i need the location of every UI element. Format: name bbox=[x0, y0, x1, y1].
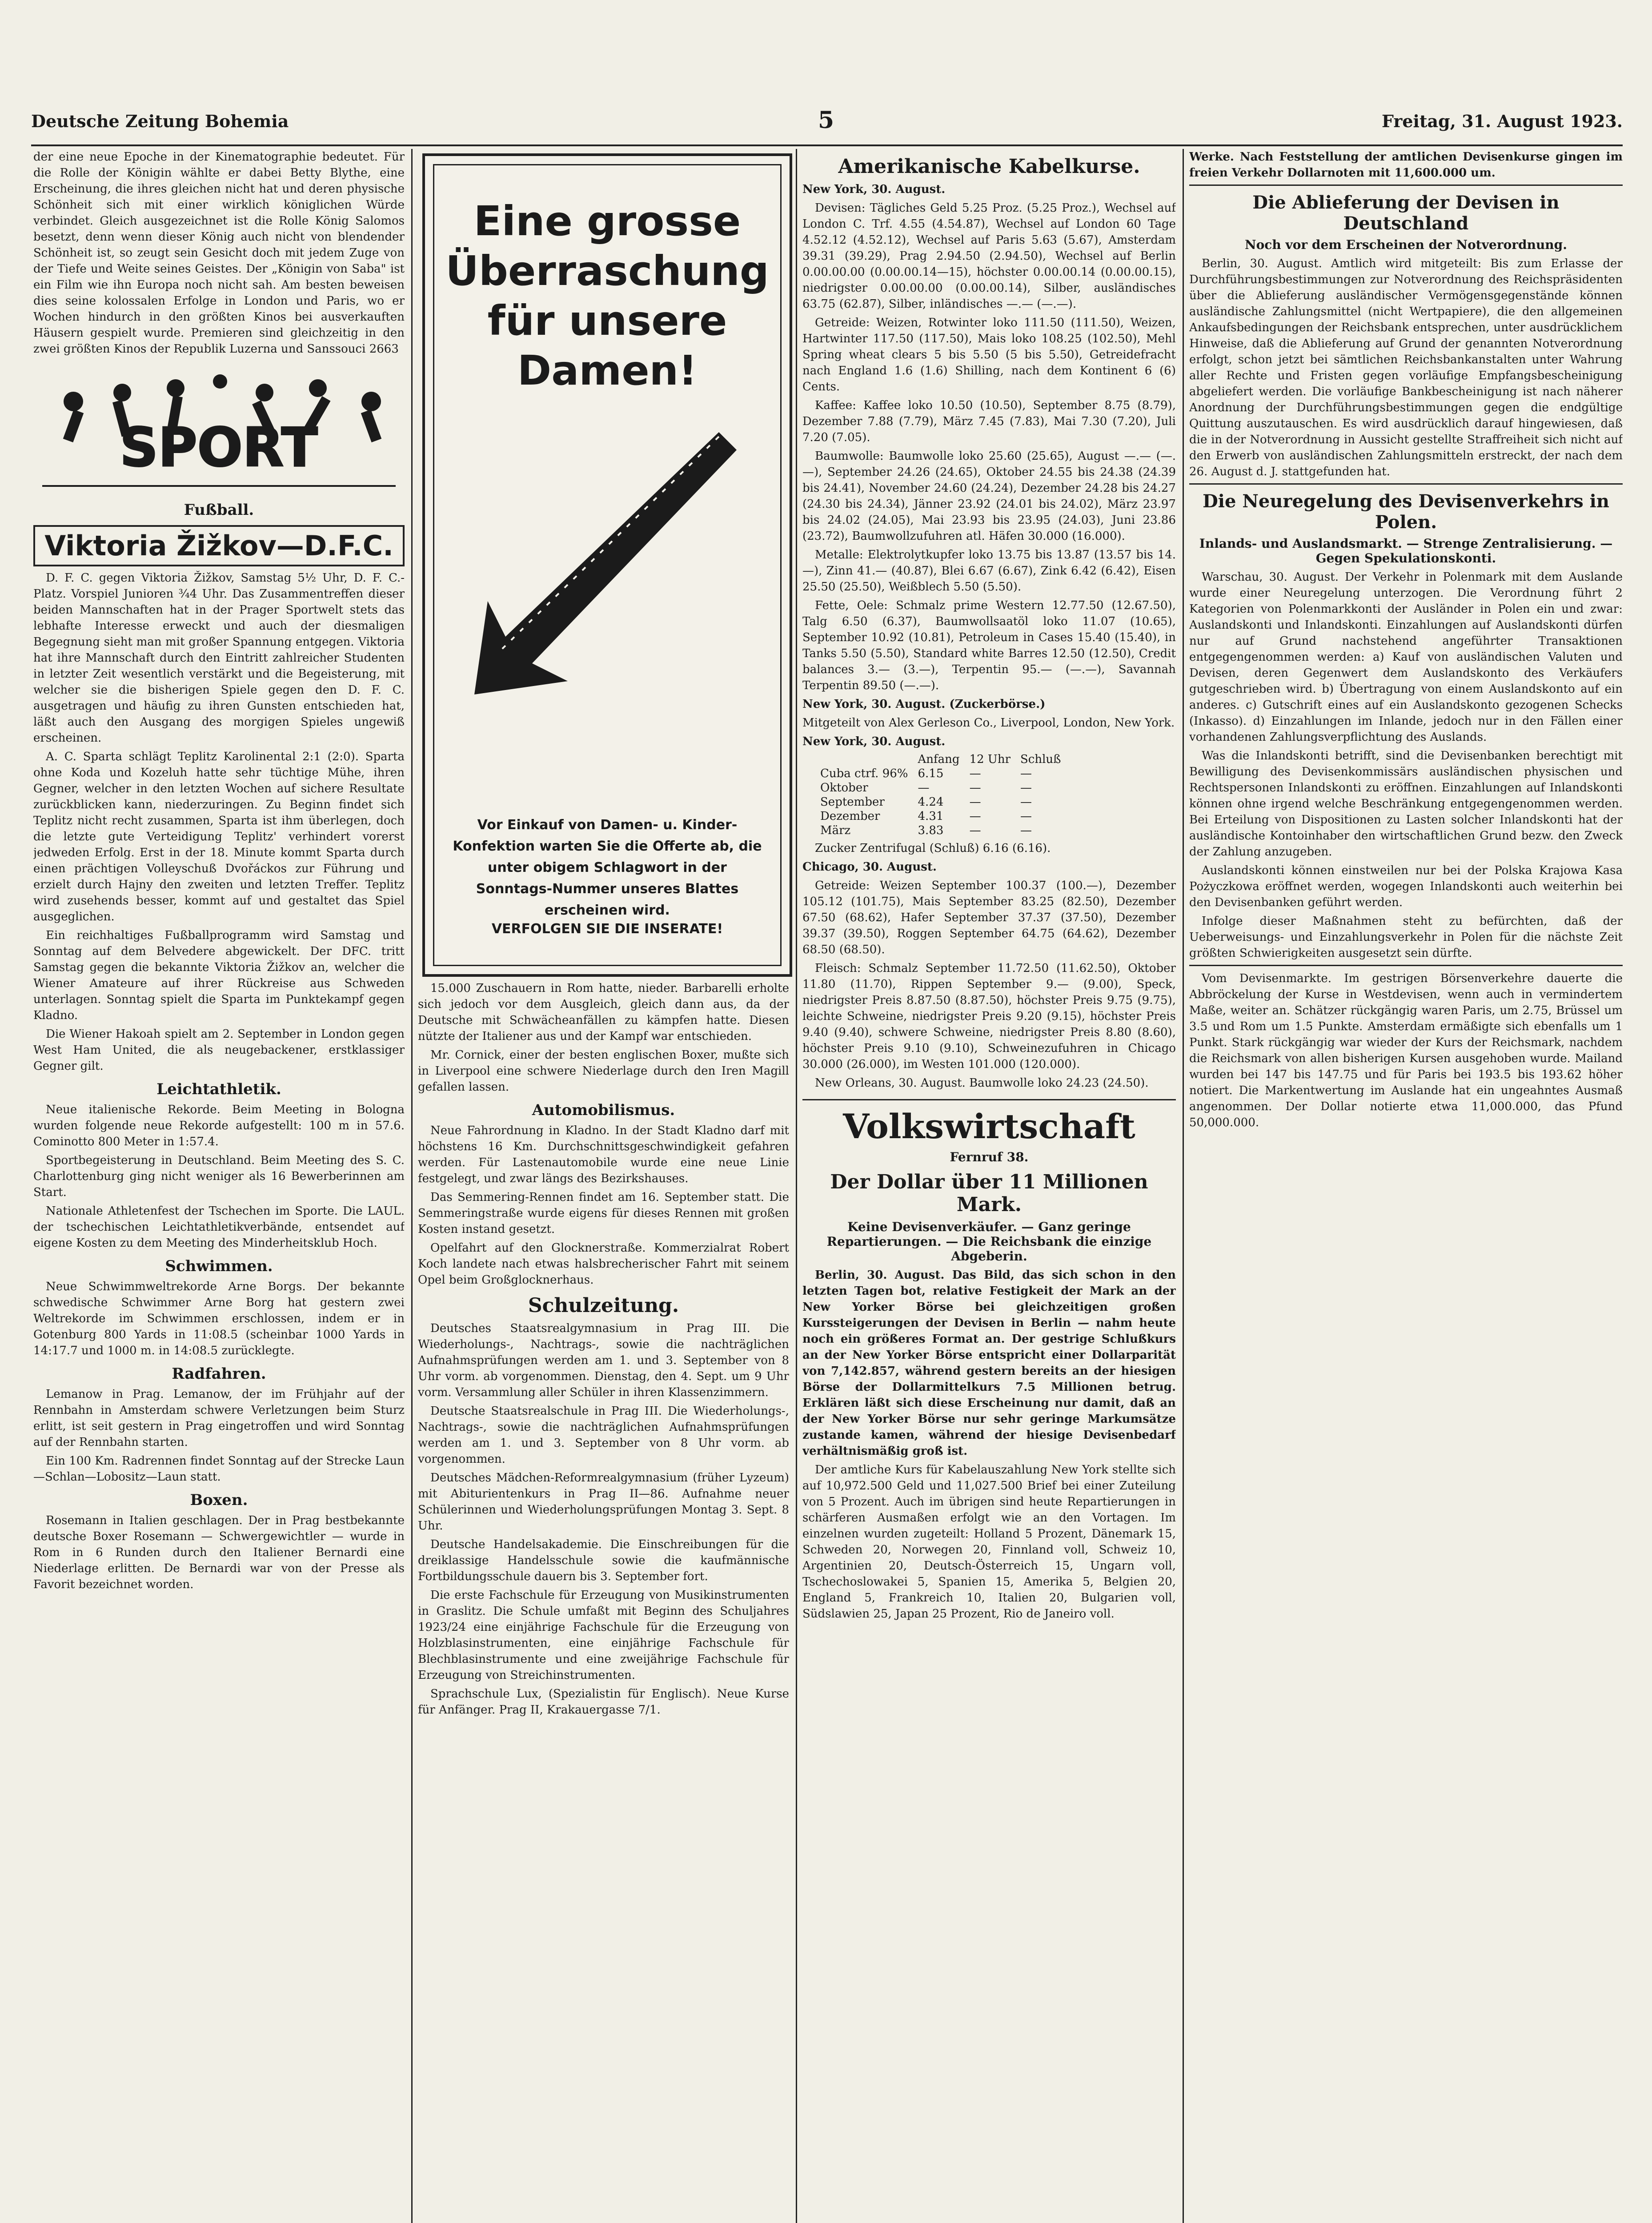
article-subheadline: Keine Devisenverkäufer. — Ganz geringe Repartierungen. — Die Reichsbank die einzige Abgeberin. bbox=[826, 1220, 1152, 1264]
table-cell: — bbox=[969, 781, 981, 795]
article-paragraph: Berlin, 30. August. Das Bild, das sich schon in den letzten Tagen bot, relative Festigkeit der Mark an der New Yorker Börse bei gleichzeitigen großen Kurssteigerungen der Devisen in Berlin — nahm heute noch ein größeres Format an. Der gestrige Schlußkurs an der New Yorker Börse entspricht einer Dollarparität von 7,142.857, während gestern bereits an der hiesigen Börse der Dollarmittelkurs 7.5 Millionen betrug. Erklären läßt sich diese Erscheinung nur damit, daß an der New Yorker Börse nur sehr geringe Markumsätze zustande kamen, während der hiesige Devisenbedarf verhältnismäßig groß ist. bbox=[802, 1268, 1176, 1458]
table-header-cell: Schluß bbox=[1020, 753, 1061, 766]
table-cell: September bbox=[820, 795, 885, 809]
dateline: New York, 30. August. (Zuckerbörse.) bbox=[802, 698, 1046, 711]
source-line: Mitgeteilt von Alex Gerleson Co., Liverpool, London, New York. bbox=[802, 716, 1175, 730]
article-paragraph: Opelfahrt auf den Glocknerstraße. Kommerzialrat Robert Koch landete nach etwas halsbrecherischer Fahrt mit seinem Opel beim Großglocknerhaus. bbox=[418, 1241, 789, 1287]
article-subheadline: Inlands- und Auslandsmarkt. — Strenge Zentralisierung. — Gegen Spekulationskonti. bbox=[1199, 536, 1613, 566]
header-rule bbox=[31, 144, 1623, 146]
dateline: Chicago, 30. August. bbox=[802, 860, 937, 874]
market-paragraph: Fette, Oele: Schmalz prime Western 12.77.50 (12.67.50), Talg 6.50 (6.37), Baumwollsaatöl loko 11.07 (10.65), September 10.92 (10.81), Petroleum in Cases 15.40 (15.40), in Tanks 5.50 (5.50), Standard white Barres 12.50 (12.50), Credit balances 3.— (3.—), Terpentin 95.— (—.—), Savannah Terpentin 89.50 (—.—). bbox=[802, 599, 1176, 692]
article-paragraph: D. F. C. gegen Viktoria Žižkov, Samstag 5½ Uhr, D. F. C.-Platz. Vorspiel Junioren ¾4 Uhr. Das Zusammentreffen dieser beiden Mannschaften hat in der Prager Sportwelt stets das lebhafte Interesse erweckt und auch der diesmaligen Begegnung sieht man mit großer Spannung entgegen. Viktoria hat ihre Mannschaft durch den Eintritt zahlreicher Studenten in letzter Zeit wesentlich verstärkt und die Begeisterung, mit welcher sie die bisherigen Spiele gegen den D. F. C. ausgetragen und häufig zu ihren Gunsten entschieden hat, läßt auch den Ausgang des morgigen Spieles ungewiß erscheinen. bbox=[33, 571, 405, 745]
article-paragraph: Berlin, 30. August. Amtlich wird mitgeteilt: Bis zum Erlasse der Durchführungsbestimmungen zur Notverordnung des Reichspräsidenten über die Ablieferung ausländischer Vermögensgegenstände können ausländische Zahlungsmittel (nicht Wertpapiere), die den allgemeinen Ankaufsbedingungen der Reichsbank entsprechen, unter ausdrücklichem Hinweise, daß die Ablieferung auf Grund der genannten Notverordnung erfolgt, schon jetzt bei sämtlichen Reichsbankanstalten unter Wahrung aller Rechte und Fristen gegen vorläufige Empfangsbescheinigung abgeliefert werden. Die vorläufige Bankbescheinigung ist nach näherer Anordnung der Durchführungsbestimmungen gegen die endgültige Quittung auszutauschen. Es wird ausdrücklich darauf hingewiesen, daß die in der Notverordnung in Aussicht gestellte Straffreiheit sich nicht auf den Erwerb von ausländischen Zahlungsmitteln erstreckt, der nach dem 26. August d. J. stattgefunden hat. bbox=[1189, 257, 1623, 478]
ad-headline bbox=[434, 197, 780, 396]
sugar-table bbox=[820, 752, 1071, 838]
article-paragraph: Sprachschule Lux, (Spezialistin für Englisch). Neue Kurse für Anfänger. Prag II, Krakauergasse 7/1. bbox=[418, 1687, 789, 1717]
article-paragraph: Was die Inlandskonti betrifft, sind die Devisenbanken berechtigt mit Bewilligung des Devisenkommissärs ausländischen physischen und Rechtspersonen Inlandskonti zu eröffnen. Einzahlungen auf Inlandskonti können ohne irgend welche Beschränkung entgegengenommen werden. Bei Erteilung von Dispositionen zu Lasten solcher Inlandskonti hat der ausländische Kontoinhaber den wirtschaftlichen Grund bezw. den Zweck der Zahlung anzugeben. bbox=[1189, 749, 1623, 859]
ad-footer: VERFOLGEN SIE DIE INSERATE! bbox=[491, 921, 723, 937]
section-rule bbox=[1189, 185, 1623, 186]
table-cell: 3.83 bbox=[918, 824, 944, 837]
table-cell: — bbox=[969, 824, 981, 837]
article-subheadline: Noch vor dem Erscheinen der Notverordnung. bbox=[1245, 237, 1567, 252]
market-paragraph: Zucker Zentrifugal (Schluß) 6.16 (6.16). bbox=[815, 842, 1051, 855]
table-cell: — bbox=[918, 781, 930, 795]
arrow-icon bbox=[470, 432, 754, 699]
dateline: New York, 30. August. bbox=[802, 735, 946, 748]
column-1 bbox=[33, 149, 405, 2223]
table-header-row bbox=[820, 752, 1071, 766]
article-paragraph: Werke. Nach Feststellung der amtlichen Devisenkurse gingen im freien Verkehr Dollarnoten mit 11,600.000 um. bbox=[1189, 150, 1623, 180]
market-paragraph: Fleisch: Schmalz September 11.72.50 (11.62.50), Oktober 11.80 (11.70), Rippen September 9.— (9.00), Speck, niedrigster Preis 8.87.50 (8.87.50), höchster Preis 9.75 (9.75), leichte Schweine, niedrigster Preis 9.20 (9.15), höchster Preis 9.40 (9.40), schwere Schweine, niedrigster Preis 8.80 (8.60), höchster Preis 9.10 (9.10), Schweinezufuhren in Chicago 30.000 (26.000), im Westen 101.000 (120.000). bbox=[802, 962, 1176, 1071]
dateline: New York, 30. August. bbox=[802, 183, 946, 196]
section-heading-boxing: Boxen. bbox=[190, 1491, 248, 1509]
article-paragraph: Deutsches Mädchen-Reformrealgymnasium (früher Lyzeum) mit Abiturientenkurs in Prag II—86. Aufnahme neuer Schülerinnen und Wiederholungsprüfungen Montag 3. Sept. 8 Uhr. bbox=[418, 1471, 789, 1533]
sport-title: SPORT bbox=[120, 417, 318, 479]
article-paragraph: Lemanow in Prag. Lemanow, der im Frühjahr auf der Rennbahn in Amsterdam schwere Verletzungen beim Sturz erlitt, ist seit gestern in Prag eingetroffen und wird Sonntag auf der Rennbahn starten. bbox=[33, 1388, 405, 1449]
column-divider bbox=[1183, 149, 1184, 2223]
table-cell: — bbox=[1020, 810, 1032, 823]
table-cell: Dezember bbox=[820, 810, 880, 823]
film-article: der eine neue Epoche in der Kinematographie bedeutet. Für die Rolle der Königin wählte er dabei Betty Blythe, eine Erscheinung, die ihres gleichen nicht hat und deren physische Schönheit sich mit einer wirklich königlichen Würde verbindet. Gleich ausgezeichnet ist die Rolle König Salomos besetzt, denn wenn dieser König auch nicht von blendender Schönheit ist, so zeugt sein Gesicht doch mit jedem Zuge von der Tiefe und Weite seines Geistes. Der „Königin von Saba" ist ein Film wie ihn Europa noch nicht sah. Am besten beweisen dies seine kolossalen Erfolge in London und Paris, wo er Wochen hindurch in den größten Kinos bei ausverkauften Häusern gespielt wurde. Premieren sind gleichzeitig in den zwei größten Kinos der Republik Luzerna und Sanssouci 2663 bbox=[33, 150, 405, 356]
sport-banner-illustration bbox=[33, 361, 405, 495]
article-paragraph: Neue italienische Rekorde. Beim Meeting in Bologna wurden folgende neue Rekorde aufgestellt: 100 m in 57.6. Cominotto 800 Meter in 1:57.4. bbox=[33, 1103, 405, 1148]
article-paragraph: Vom Devisenmarkte. Im gestrigen Börsenverkehre dauerte die Abbröckelung der Kurse in Westdevisen, wenn auch in vermindertem Maße, weiter an. Schätzer rückgängig waren Paris, um 2.75, Brüssel um 3.5 und Rom um 1.5 Punkte. Amsterdam ermäßigte sich ebenfalls um 1 Punkt. Stark rückgängig war wieder der Kurs der Reichsmark, nachdem die Reichsmark von allen bisherigen Kursen ausgehoben wurde. Mailand wurden bei 147 bis 147.75 und für Paris bei 193.5 bis 193.62 höher notiert. Die Markentwertung im Auslande hat ein ungeahntes Ausmaß angenommen. Der Dollar notierte etwa 11,000.000, das Pfund 50,000.000. bbox=[1189, 972, 1623, 1129]
column-divider bbox=[796, 149, 797, 2223]
section-heading-school: Schulzeitung. bbox=[528, 1294, 679, 1317]
table-cell: 4.31 bbox=[918, 810, 944, 823]
market-paragraph: New Orleans, 30. August. Baumwolle loko 24.23 (24.50). bbox=[815, 1076, 1149, 1090]
article-paragraph: 15.000 Zuschauern in Rom hatte, nieder. Barbarelli erholte sich jedoch vor dem Ausgleich, gleich dann aus, da der Deutsche mit Schwächeanfällen zu kämpfen hatte. Diesen nützte der Italiener aus und der Kampf war entschieden. bbox=[418, 982, 789, 1043]
article-headline: Der Dollar über 11 Millionen Mark. bbox=[830, 1171, 1148, 1216]
table-row bbox=[820, 823, 1071, 838]
article-paragraph: Das Semmering-Rennen findet am 16. September statt. Die Semmeringstraße wurde eigens für dieses Rennen mit großen Kosten instand gesetzt. bbox=[418, 1191, 789, 1236]
market-paragraph: Kaffee: Kaffee loko 10.50 (10.50), September 8.75 (8.79), Dezember 7.88 (7.79), März 7.45 (7.83), Mai 7.30 (7.20), Juli 7.20 (7.05). bbox=[802, 399, 1176, 444]
table-row bbox=[820, 781, 1071, 795]
column-2 bbox=[418, 980, 789, 2223]
newspaper-name: Deutsche Zeitung Bohemia bbox=[31, 111, 289, 131]
table-cell: — bbox=[1020, 795, 1032, 809]
table-cell: März bbox=[820, 824, 851, 837]
article-paragraph: Die Wiener Hakoah spielt am 2. September in London gegen West Ham United, die als neugebackener, erstklassiger Gegner gilt. bbox=[33, 1027, 405, 1073]
market-paragraph: Devisen: Tägliches Geld 5.25 Proz. (5.25 Proz.), Wechsel auf London C. Trf. 4.55 (4.54.87), Wechsel auf London 60 Tage 4.52.12 (4.52.12), Wechsel auf Paris 5.63 (5.67), Amsterdam 39.31 (39.29), Prag 2.94.50 (2.94.50), Wechsel auf Berlin 0.00.00.00 (0.00.00.14—15), höchster 0.00.00.14 (0.00.00.15), niedrigster 0.00.00.00 (0.00.00.14), Silber, ausländisches 63.75 (62.87), Silber, inländisches —.— (—.—). bbox=[802, 201, 1176, 311]
page-header bbox=[31, 107, 1623, 147]
article-paragraph: Mr. Cornick, einer der besten englischen Boxer, mußte sich in Liverpool eine schwere Niederlage durch den Iren Magill gefallen lassen. bbox=[418, 1048, 789, 1094]
market-paragraph: Metalle: Elektrolytkupfer loko 13.75 bis 13.87 (13.57 bis 14.—), Zinn 41.— (40.87), Blei 6.67 (6.67), Zink 6.42 (6.42), Eisen 25.50 (25.50), Weißblech 5.50 (5.50). bbox=[802, 548, 1176, 594]
section-rule bbox=[802, 1099, 1176, 1100]
table-header-cell: Anfang bbox=[918, 753, 960, 766]
advertisement-frame bbox=[433, 164, 782, 966]
ad-headline-line: Damen! bbox=[517, 347, 698, 394]
article-paragraph: Sportbegeisterung in Deutschland. Beim Meeting des S. C. Charlottenburg ging nicht weniger als 16 Bewerberinnen am Start. bbox=[33, 1154, 405, 1199]
table-header-cell: 12 Uhr bbox=[969, 753, 1010, 766]
column-4 bbox=[1189, 149, 1623, 2223]
issue-date: Freitag, 31. August 1923. bbox=[1382, 111, 1623, 131]
table-cell: 4.24 bbox=[918, 795, 944, 809]
page-number: 5 bbox=[818, 107, 834, 134]
table-cell: — bbox=[969, 810, 981, 823]
table-cell: — bbox=[1020, 781, 1032, 795]
column-divider bbox=[411, 149, 413, 2223]
section-heading-athletics: Leichtathletik. bbox=[156, 1080, 281, 1098]
article-paragraph: Neue Schwimmweltrekorde Arne Borgs. Der bekannte schwedische Schwimmer Arne Borg hat gestern zwei Weltrekorde im Schwimmen erschlossen, indem er in Gotenburg 800 Yards in 11:08.5 (scheinbar 1000 Yards in 14:17.7 und 1000 m. in 14:08.5 zurücklegte. bbox=[33, 1280, 405, 1357]
advertisement bbox=[422, 153, 792, 977]
table-cell: — bbox=[969, 795, 981, 809]
article-paragraph: Infolge dieser Maßnahmen steht zu befürchten, daß der Ueberweisungs- und Einzahlungsverkehr in Polen für die nächste Zeit größten Schwierigkeiten ausgesetzt sein dürfte. bbox=[1189, 915, 1623, 960]
phone-line: Fernruf 38. bbox=[950, 1150, 1029, 1164]
article-paragraph: Warschau, 30. August. Der Verkehr in Polenmark mit dem Auslande wurde einer Neuregelung unterzogen. Die Verordnung führt 2 Kategorien von Polenmarkkonti der Ausländer in Polen ein und zwar: Auslandskonti und Inlandskonti. Einzahlungen auf Auslandskonti dürfen nur auf Grund nachstehend angeführter Transaktionen entgegengenommen werden: a) Kauf von ausländischen Valuten und Devisen, deren Gegenwert dem Auslandskonto des Verkäufers gutgeschrieben wird. b) Übertragung von einem Auslandskonto auf ein anderes. c) Gutschrift eines auf ein Auslandskonto gezogenen Schecks (Inkasso). d) Einzahlungen im Inlande, jedoch nur in den Fällen einer vorhandenen Zahlungsverpflichtung des Auslands. bbox=[1189, 570, 1623, 744]
section-rule bbox=[1189, 483, 1623, 485]
section-heading-swimming: Schwimmen. bbox=[165, 1257, 273, 1275]
article-paragraph: Auslandskonti können einstweilen nur bei der Polska Krajowa Kasa Pożyczkowa eröffnet werden, wogegen Inlandskonti auch weiterhin bei den Devisenbanken geführt werden. bbox=[1189, 864, 1623, 909]
sport-banner bbox=[33, 361, 405, 495]
article-paragraph: A. C. Sparta schlägt Teplitz Karolinental 2:1 (2:0). Sparta ohne Koda und Kozeluh hatte sehr tüchtige Mühe, ihren Gegner, welcher in den letzten Wochen auf sichere Resultate zurückblicken kann, niederzuringen. Zu Beginn findet sich Teplitz nicht recht zusammen, Sparta ist ihm überlegen, doch die letzte gute Verteidigung Teplitz' verhindert vorerst jedweden Erfolg. Erst in der 18. Minute kommt Sparta durch einen prächtigen Volleyschuß Dvořáckos zur Führung und erzielt durch Hajny den zweiten und letzten Treffer. Teplitz wird zusehends besser, kommt auf und gestaltet das Spiel ausgeglichen. bbox=[33, 750, 405, 923]
article-paragraph: Ein reichhaltiges Fußballprogramm wird Samstag und Sonntag auf dem Belvedere abgewickelt. Der DFC. tritt Samstag gegen die bekannte Viktoria Žižkov an, welcher die Wiener Amateure auf ihrer Rückreise aus Schweden unterlagen. Sonntag spielt die Sparta im Punktekampf gegen Kladno. bbox=[33, 929, 405, 1022]
table-cell: — bbox=[969, 767, 981, 780]
article-paragraph: Rosemann in Italien geschlagen. Der in Prag bestbekannte deutsche Boxer Rosemann — Schwergewichtler — wurde in Rom in 6 Runden durch den Italiener Bernardi eine Niederlage erlitten. De Bernardi war von der Presse als Favorit bezeichnet worden. bbox=[33, 1514, 405, 1591]
section-heading-kabelkurse: Amerikanische Kabelkurse. bbox=[838, 155, 1140, 178]
article-paragraph: Deutsche Staatsrealschule in Prag III. Die Wiederholungs-, Nachtrags-, sowie die nachträglichen Aufnahmsprüfungen werden am 1. und 3. September von 8 Uhr vorm. ab vorgenommen. bbox=[418, 1404, 789, 1466]
match-title-box: Viktoria Žižkov—D.F.C. bbox=[33, 525, 405, 566]
column-3 bbox=[802, 149, 1176, 2223]
table-cell: 6.15 bbox=[918, 767, 944, 780]
article-headline: Die Neuregelung des Devisenverkehrs in Polen. bbox=[1203, 491, 1609, 533]
market-paragraph: Getreide: Weizen, Rotwinter loko 111.50 (111.50), Weizen, Hartwinter 117.50 (117.50), Mais loko 108.25 (102.50), Mehl Spring wheat clears 5 bis 5.50 (5 bis 5.50), Getreidefracht nach England 1.6 (1.6) Shilling, nach dem Kontinent 6 (6) Cents. bbox=[802, 316, 1176, 393]
ad-headline-line: für unsere bbox=[487, 297, 727, 345]
article-paragraph: Ein 100 Km. Radrennen findet Sonntag auf der Strecke Laun—Schlan—Lobositz—Laun statt. bbox=[33, 1454, 405, 1484]
article-paragraph: Der amtliche Kurs für Kabelauszahlung New York stellte sich auf 10,972.500 Geld und 11,027.500 Brief bei einer Zuteilung von 5 Prozent. Auch im übrigen sind heute Repartierungen in schärferen Ausmaßen erfolgt wie an den Vortagen. Im einzelnen wurden zugeteilt: Holland 5 Prozent, Dänemark 15, Schweden 20, Norwegen 20, Finnland voll, Schweiz 10, Argentinien 20, Deutsch-Österreich 15, Ungarn voll, Tschechoslowakei 5, Spanien 15, Amerika 5, Belgien 20, England 5, Frankreich 10, Italien 20, Bulgarien voll, Südslawien 25, Japan 25 Prozent, Rio de Janeiro voll. bbox=[802, 1463, 1176, 1621]
table-row bbox=[820, 795, 1071, 809]
table-header-cell bbox=[820, 752, 918, 766]
section-heading-volkswirtschaft: Volkswirtschaft bbox=[843, 1107, 1135, 1146]
table-cell: Cuba ctrf. 96% bbox=[820, 767, 908, 780]
table-cell: — bbox=[1020, 767, 1032, 780]
market-paragraph: Getreide: Weizen September 100.37 (100.—), Dezember 105.12 (101.75), Mais September 83.25 (82.50), Dezember 67.50 (68.62), Hafer September 37.37 (37.50), Dezember 39.37 (39.50), Roggen September 64.75 (64.62), Dezember 68.50 (68.50). bbox=[802, 879, 1176, 956]
table-row bbox=[820, 766, 1071, 781]
section-heading-automobile: Automobilismus. bbox=[532, 1101, 675, 1119]
ad-headline-line: Eine grosse bbox=[473, 197, 741, 245]
section-rule bbox=[1189, 965, 1623, 966]
table-row bbox=[820, 809, 1071, 823]
article-paragraph: Deutsches Staatsrealgymnasium in Prag III. Die Wiederholungs-, Nachtrags-, sowie die nachträglichen Aufnahmsprüfungen werden am 1. und 3. September von 8 Uhr vorm. ab vorgenommen. Dienstag, den 4. Sept. um 9 Uhr vorm. Versammlung aller Schüler in ihren Klassenzimmern. bbox=[418, 1322, 789, 1399]
market-paragraph: Baumwolle: Baumwolle loko 25.60 (25.65), August —.— (—.—), September 24.26 (24.65), Oktober 24.55 bis 24.38 (24.39 bis 24.41), November 24.60 (24.24), Dezember 24.28 bis 24.27 (24.30 bis 24.34), Jänner 23.92 (24.01 bis 24.02), März 23.97 bis 24.02 (24.05), Mai 23.93 bis 23.95 (24.03), Juni 23.86 (23.72), Baumwollzufuhren atl. Häfen 30.000 (16.000). bbox=[802, 449, 1176, 543]
article-headline: Die Ablieferung der Devisen in Deutschland bbox=[1252, 192, 1560, 234]
table-cell: Oktober bbox=[820, 781, 868, 795]
article-paragraph: Die erste Fachschule für Erzeugung von Musikinstrumenten in Graslitz. Die Schule umfaßt mit Beginn des Schuljahres 1923/24 eine einjährige Fachschule für die Erzeugung von Holzblasinstrumenten, eine einjährige Fachschule für Blechblasinstrumente und eine zweijährige Fachschule für Erzeugung von Streichinstrumenten. bbox=[418, 1589, 789, 1682]
section-heading-football: Fußball. bbox=[184, 501, 254, 519]
ad-headline-line: Überraschung bbox=[445, 247, 769, 295]
article-paragraph: Nationale Athletenfest der Tschechen im Sporte. Die LAUL. der tschechischen Leichtathletikverbände, entsendet auf eigene Kosten zu dem Meeting des Minderheitsklub Hoch. bbox=[33, 1204, 405, 1250]
article-paragraph: Neue Fahrordnung in Kladno. In der Stadt Kladno darf mit höchstens 16 Km. Durchschnittsgeschwindigkeit gefahren werden. Für Lastenautomobile wurde eine neue Linie festgelegt, und zwar längs des Bezirkshauses. bbox=[418, 1124, 789, 1185]
table-cell: — bbox=[1020, 824, 1032, 837]
ad-body: Vor Einkauf von Damen- u. Kinder-Konfektion warten Sie die Offerte ab, die unter obigem Schlagwort in der Sonntags-Nummer unseres Blattes erscheinen wird. bbox=[453, 817, 762, 918]
section-heading-cycling: Radfahren. bbox=[172, 1365, 266, 1383]
article-paragraph: Deutsche Handelsakademie. Die Einschreibungen für die dreiklassige Handelsschule sowie die kaufmännische Fortbildungsschule dauern bis 3. September fort. bbox=[418, 1538, 789, 1583]
